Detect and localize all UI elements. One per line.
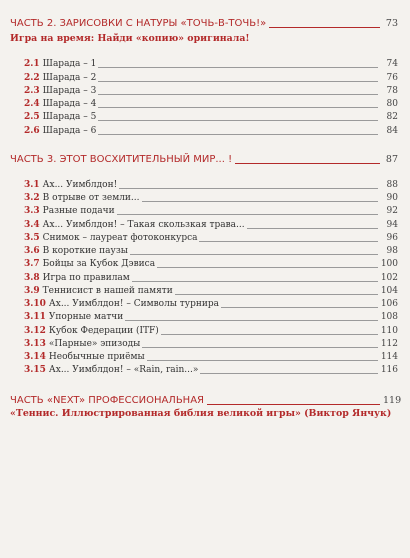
entry-label: Шарада – 3 (42, 85, 97, 96)
leader-line (117, 214, 378, 215)
entry-number: 2.3 (24, 85, 40, 96)
entry-number: 3.8 (24, 272, 40, 283)
toc-entry[interactable] (24, 217, 398, 230)
entry-label: Бойцы за Кубок Дэвиса (42, 259, 156, 270)
entry-label: В отрыве от земли... (42, 193, 140, 203)
entry-label: Ах... Уимблдон! (42, 179, 118, 190)
entry-label: Шарада – 4 (42, 99, 97, 109)
entry-label: Разные подачи (42, 206, 115, 217)
part-3-section (10, 154, 398, 377)
entry-list (24, 57, 398, 137)
toc-entry[interactable] (24, 257, 398, 270)
toc-entry[interactable] (24, 70, 398, 83)
part-header (10, 154, 398, 166)
toc-entry[interactable] (24, 284, 398, 297)
entry-label: Шарада – 2 (42, 72, 97, 83)
leader-line (269, 27, 380, 28)
leader-line (175, 294, 378, 295)
entry-page-number: 110 (380, 325, 398, 336)
entry-number: 3.9 (24, 285, 40, 296)
leader-line (98, 67, 378, 68)
entry-page-number: 104 (380, 285, 398, 296)
toc-entry[interactable] (24, 297, 398, 310)
entry-number: 2.1 (24, 59, 40, 70)
entry-number: 3.10 (24, 299, 46, 309)
entry-label: Необычные приёмы (48, 352, 145, 362)
toc-entry[interactable] (24, 231, 398, 244)
entry-page-number: 112 (380, 338, 398, 349)
entry-number: 2.2 (24, 72, 40, 83)
leader-line (132, 281, 378, 282)
entry-page-number: 102 (380, 272, 398, 283)
entry-page-number: 116 (380, 365, 398, 376)
entry-number: 3.13 (24, 338, 46, 349)
toc-entry[interactable] (24, 123, 398, 136)
entry-label: Шарада – 6 (42, 125, 97, 136)
leader-line (247, 228, 378, 229)
entry-page-number: 80 (386, 99, 398, 109)
entry-number: 3.2 (24, 193, 40, 203)
entry-label: «Парные» эпизоды (48, 338, 141, 349)
entry-page-number: 114 (380, 352, 398, 362)
entry-page-number: 78 (386, 85, 398, 96)
part-page-number: 87 (385, 153, 398, 165)
leader-line (98, 120, 378, 121)
leader-line (221, 307, 378, 308)
entry-number: 3.15 (24, 365, 46, 376)
entry-label: Теннисист в нашей памяти (42, 285, 173, 296)
toc-entry[interactable] (24, 204, 398, 217)
leader-line (98, 94, 378, 95)
toc-entry[interactable] (24, 310, 398, 323)
toc-entry[interactable] (24, 363, 398, 376)
leader-line (161, 334, 378, 335)
leader-line (199, 241, 378, 242)
entry-number: 2.5 (24, 112, 40, 123)
leader-line (119, 188, 378, 189)
entry-page-number: 74 (386, 59, 398, 70)
part-title: ЧАСТЬ 3. ЭТОТ ВОСХИТИТЕЛЬНЫЙ МИР... ! (10, 153, 233, 165)
toc-entry[interactable] (24, 270, 398, 283)
entry-number: 3.12 (24, 325, 46, 336)
entry-label: Шарада – 5 (42, 112, 97, 123)
entry-number: 3.11 (24, 312, 46, 323)
part-title: ЧАСТЬ 2. ЗАРИСОВКИ С НАТУРЫ «ТОЧЬ-В-ТОЧЬ!» (10, 18, 267, 29)
entry-list (24, 178, 398, 377)
entry-page-number: 76 (386, 72, 398, 83)
entry-page-number: 82 (386, 112, 398, 123)
leader-line (235, 163, 380, 164)
entry-number: 2.6 (24, 125, 40, 136)
leader-line (207, 404, 380, 405)
entry-number: 3.6 (24, 246, 40, 256)
toc-entry[interactable] (24, 110, 398, 123)
entry-number: 3.1 (24, 179, 40, 190)
toc-entry[interactable] (24, 178, 398, 191)
entry-page-number: 108 (380, 312, 398, 323)
entry-number: 3.3 (24, 206, 40, 217)
leader-line (157, 267, 378, 268)
leader-line (98, 134, 378, 135)
entry-number: 2.4 (24, 99, 40, 109)
toc-entry[interactable] (24, 97, 398, 110)
entry-number: 3.7 (24, 259, 40, 270)
part-next-section (10, 395, 402, 420)
part-header (10, 395, 402, 407)
entry-label: Шарада – 1 (42, 59, 97, 70)
toc-entry[interactable] (24, 323, 398, 336)
entry-label: Упорные матчи (48, 312, 124, 323)
toc-entry[interactable] (24, 337, 398, 350)
part-page-number: 119 (383, 395, 402, 407)
leader-line (200, 373, 378, 374)
entry-page-number: 94 (386, 219, 398, 230)
entry-page-number: 84 (386, 125, 398, 136)
part-page-number: 73 (385, 18, 398, 29)
toc-entry[interactable] (24, 244, 398, 257)
part-subtitle: «Теннис. Иллюстрированная библия великой игры» (Виктор Янчук) (10, 408, 392, 420)
entry-page-number: 98 (386, 246, 398, 256)
entry-page-number: 106 (380, 299, 398, 309)
leader-line (130, 254, 378, 255)
leader-line (125, 320, 378, 321)
entry-page-number: 96 (386, 232, 398, 243)
entry-page-number: 90 (386, 193, 398, 203)
part-2-section (10, 18, 398, 137)
toc-entry[interactable] (24, 191, 398, 204)
leader-line (98, 81, 378, 82)
entry-number: 3.4 (24, 219, 40, 230)
entry-page-number: 100 (380, 259, 398, 270)
leader-line (142, 347, 378, 348)
entry-label: Ах... Уимблдон! – «Rain, rain...» (48, 365, 199, 376)
part-subtitle: Игра на время: Найди «копию» оригинала! (10, 33, 250, 44)
entry-label: Кубок Федерации (ITF) (48, 325, 159, 336)
entry-label: В короткие паузы (42, 246, 128, 256)
entry-page-number: 88 (386, 179, 398, 190)
entry-label: Ах... Уимблдон! – Такая скользкая трава... (42, 219, 245, 230)
toc-entry[interactable] (24, 84, 398, 97)
leader-line (147, 360, 378, 361)
entry-label: Снимок – лауреат фотоконкурса (42, 232, 198, 243)
entry-number: 3.5 (24, 232, 40, 243)
part-title: ЧАСТЬ «NEXT» ПРОФЕССИОНАЛЬНАЯ (10, 395, 204, 407)
entry-number: 3.14 (24, 352, 46, 362)
entry-label: Игра по правилам (42, 272, 130, 283)
entry-label: Ах... Уимблдон! – Символы турнира (48, 299, 219, 309)
entry-page-number: 92 (386, 206, 398, 217)
leader-line (142, 201, 378, 202)
toc-entry[interactable] (24, 350, 398, 363)
toc-entry[interactable] (24, 57, 398, 70)
leader-line (98, 107, 378, 108)
part-header (10, 18, 398, 30)
